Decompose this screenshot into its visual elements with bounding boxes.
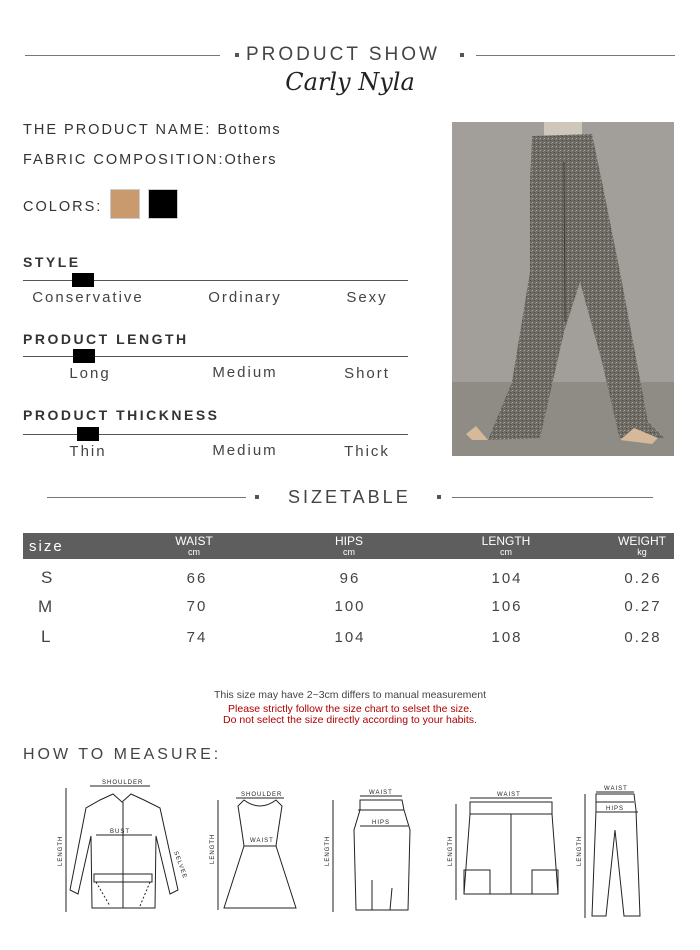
shorts-waist-label: WAIST (497, 792, 521, 798)
shorts-diagram (456, 798, 558, 900)
skirt-waist-label: WAIST (369, 790, 393, 796)
table-row-size: S (41, 568, 53, 587)
how-to-measure-title: HOW TO MEASURE: (23, 746, 222, 763)
header-hips: HIPS cm (334, 534, 363, 557)
size-warning-2: Do not select the size directly according to your habits. (223, 714, 477, 726)
length-label-medium: Medium (212, 364, 278, 381)
dress-waist-label: WAIST (250, 838, 274, 844)
product-name-row (23, 122, 281, 138)
measure-diagrams (0, 770, 700, 945)
dress-shoulder-label: SHOULDER (241, 792, 283, 798)
style-label-ordinary: Ordinary (208, 289, 282, 306)
table-cell: 96 (339, 570, 361, 587)
size-note: This size may have 2~3cm differs to manual measurement (213, 689, 487, 701)
length-marker (73, 349, 95, 363)
jacket-shoulder-label: SHOULDER (102, 780, 144, 786)
colors-label: COLORS: (23, 199, 103, 215)
table-cell: 106 (491, 598, 523, 615)
skirt-diagram (333, 796, 410, 912)
thickness-label-medium: Medium (212, 442, 278, 459)
table-cell: 0.26 (624, 570, 662, 587)
table-cell: 0.27 (624, 598, 662, 615)
pants-hips-label: HIPS (606, 806, 625, 812)
table-cell: 100 (334, 598, 366, 615)
header-waist: WAIST cm (175, 534, 213, 557)
table-row-size: M (38, 597, 53, 616)
product-photo (452, 122, 674, 456)
size-table-header (23, 533, 674, 559)
header-bullet-right (460, 53, 464, 57)
color-swatch-black[interactable] (148, 189, 178, 219)
size-warning-1: Please strictly follow the size chart to selset the size. (228, 703, 472, 715)
jacket-bust-label: BUST (110, 829, 131, 835)
thickness-marker (77, 427, 99, 441)
length-title: PRODUCT LENGTH (23, 331, 189, 347)
brand-name: Carly Nyla (285, 68, 415, 96)
style-title: STYLE (23, 254, 81, 270)
color-swatch-tan[interactable] (110, 189, 140, 219)
header-bullet-left (235, 53, 239, 57)
fabric-label: FABRIC COMPOSITION: (23, 152, 225, 168)
length-label-long: Long (69, 365, 111, 382)
header-rule-right (476, 55, 675, 56)
product-name-value: Bottoms (217, 122, 282, 138)
sizetable-rule-left (47, 497, 246, 498)
table-cell: 0.28 (624, 629, 662, 646)
table-cell: 74 (186, 629, 208, 646)
thickness-label-thin: Thin (69, 443, 107, 460)
sizetable-title: SIZETABLE (288, 487, 411, 507)
table-cell: 70 (186, 598, 208, 615)
fabric-value: Others (224, 152, 278, 168)
length-label-short: Short (344, 365, 390, 382)
sizetable-rule-right (452, 497, 653, 498)
header-size: size (29, 538, 64, 555)
style-marker (72, 273, 94, 287)
style-label-conservative: Conservative (32, 289, 144, 306)
dress-length-label: LENGTH (210, 833, 216, 864)
thickness-title: PRODUCT THICKNESS (23, 407, 220, 423)
sizetable-bullet-right (437, 495, 441, 499)
table-cell: 108 (491, 629, 523, 646)
pants-length-label: LENGTH (577, 835, 583, 866)
header-rule-left (25, 55, 220, 56)
jacket-diagram (66, 786, 178, 912)
table-row-size: L (41, 627, 51, 646)
pants-illustration (452, 122, 674, 456)
pants-waist-label: WAIST (604, 786, 628, 792)
table-cell: 104 (491, 570, 523, 587)
product-name-label: THE PRODUCT NAME: (23, 122, 212, 138)
table-cell: 66 (186, 570, 208, 587)
header-length: LENGTH cm (481, 534, 531, 557)
header-weight: WEIGHT kg (618, 534, 666, 557)
jacket-selvee-label: SELVEE (172, 850, 188, 880)
sizetable-bullet-left (255, 495, 259, 499)
page-title: PRODUCT SHOW (246, 44, 440, 65)
skirt-hips-label: HIPS (372, 820, 391, 826)
dress-diagram (218, 798, 296, 910)
shorts-length-label: LENGTH (448, 835, 454, 866)
thickness-label-thick: Thick (344, 443, 390, 460)
table-cell: 104 (334, 629, 366, 646)
fabric-row (23, 152, 277, 168)
style-label-sexy: Sexy (346, 289, 388, 306)
jacket-length-label: LENGTH (58, 835, 64, 866)
skirt-length-label: LENGTH (325, 835, 331, 866)
